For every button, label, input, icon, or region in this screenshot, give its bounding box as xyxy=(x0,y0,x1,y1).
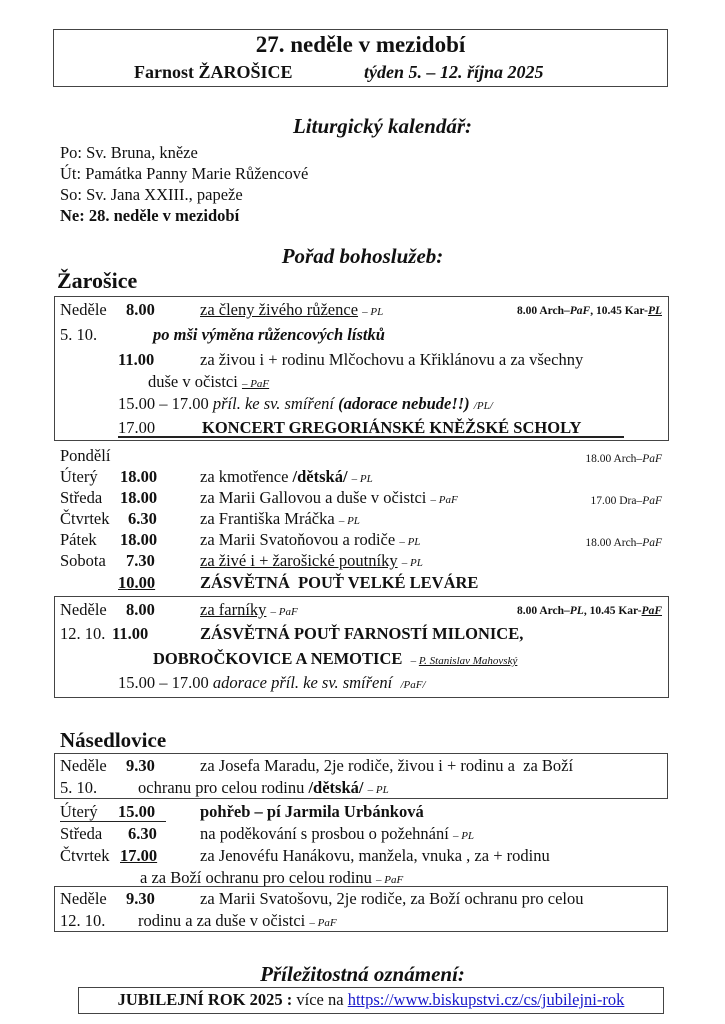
side-text: 8.00 Arch– xyxy=(516,605,570,617)
weekday-intention xyxy=(200,551,423,573)
priest: /PaF/ xyxy=(400,679,426,691)
funeral-text: pohřeb – pí Jarmila Urbánková xyxy=(200,802,424,821)
intention-text: a za Boží ochranu pro celou rodinu xyxy=(140,868,372,887)
jubilee-label: JUBILEJNÍ ROK 2025 : xyxy=(117,990,293,1009)
side-priest: PaF xyxy=(642,537,662,549)
sunday-note: po mši výměna růžencových lístků xyxy=(153,325,385,344)
weekday-row xyxy=(60,488,102,508)
confession-time: 15.00 – 17.00 xyxy=(118,394,209,413)
intention-text: za Marii Gallovou a duše v očistci xyxy=(200,488,427,507)
sunday-intention: za Josefa Maradu, 2je rodiče, živou i + rodinu a za Boží xyxy=(200,756,574,775)
calendar-item: Ne: 28. neděle v mezidobí xyxy=(60,206,240,225)
pilgrimage-line1: ZÁSVĚTNÁ POUŤ FARNOSTÍ MILONICE, xyxy=(200,624,524,643)
sunday-date: 12. 10. xyxy=(60,911,106,930)
pilgrimage-text: ZÁSVĚTNÁ POUŤ VELKÉ LEVÁRE xyxy=(200,573,479,592)
adoration-time: 15.00 – 17.00 xyxy=(118,673,209,692)
side-priest: PL xyxy=(569,605,584,617)
day: Úterý xyxy=(60,802,98,821)
calendar-item: So: Sv. Jana XXIII., papeže xyxy=(60,185,243,204)
sunday-time: 8.00 xyxy=(126,300,155,319)
mass-time: 11.00 xyxy=(118,350,155,369)
weekday-intention xyxy=(200,467,373,489)
day: Čtvrtek xyxy=(60,509,110,528)
weekday-time: 17.00 xyxy=(120,846,158,865)
sunday-intention-cont xyxy=(138,911,337,933)
priest: – PL xyxy=(362,306,384,318)
weekday-time: 18.00 xyxy=(120,488,158,507)
priest: – PL xyxy=(452,830,475,842)
weekday-row xyxy=(60,551,106,571)
side-priest: PL xyxy=(647,305,662,317)
weekday-time: 6.30 xyxy=(128,509,157,528)
side-priest: PaF xyxy=(569,305,591,317)
adoration-text: adorace příl. ke sv. smíření xyxy=(212,673,393,692)
day: Sobota xyxy=(60,551,106,570)
side-text: 18.00 Arch– xyxy=(585,537,643,549)
day: Úterý xyxy=(60,467,98,486)
intention-text: za farníky xyxy=(200,600,267,619)
day: Středa xyxy=(60,824,103,843)
intention-text: za členy živého růžence xyxy=(200,300,359,319)
weekday-intention: za Jenovéfu Hanákovu, manžela, vnuka , za + rodinu xyxy=(200,846,550,865)
day: Středa xyxy=(60,488,103,507)
confession-note: (adorace nebude!!) xyxy=(338,394,470,413)
parish-name: Farnost ŽAROŠICE xyxy=(134,62,293,82)
weekday-row xyxy=(60,530,97,550)
section-title-nasedlovice: Násedlovice xyxy=(60,728,167,752)
sunday-day: Neděle xyxy=(60,756,107,775)
weekday-intention xyxy=(200,530,420,552)
pilgrimage-text: DOBROČKOVICE A NEMOTICE xyxy=(153,649,403,668)
priest: – PL xyxy=(401,557,423,569)
priest-prefix: – xyxy=(410,655,419,667)
side-text: 18.00 Arch– xyxy=(585,453,643,465)
mass-time: 11.00 xyxy=(112,624,149,643)
weekday-row xyxy=(60,802,166,822)
concert-row xyxy=(118,418,624,438)
mass-intention-cont xyxy=(148,372,269,394)
sunday-time: 8.00 xyxy=(126,600,155,619)
weekday-row xyxy=(60,824,102,844)
intention-text: za živé i + žarošické poutníky xyxy=(200,551,398,570)
side-schedule xyxy=(585,449,662,469)
sunday-date: 5. 10. xyxy=(60,778,98,797)
announcements-heading: Příležitostná oznámení: xyxy=(260,962,465,986)
weekday-intention xyxy=(200,488,458,510)
intention-text: na poděkování s prosbou o požehnání xyxy=(200,824,449,843)
day: Pondělí xyxy=(60,446,111,465)
weekday-row xyxy=(60,846,110,866)
side-schedule xyxy=(517,301,662,321)
adoration-row xyxy=(118,673,426,695)
intention-text: rodinu a za duše v očistci xyxy=(138,911,306,930)
priest: – PaF xyxy=(270,606,298,618)
jubilee-row xyxy=(79,990,663,1010)
priest: – PaF xyxy=(241,378,270,390)
sunday-date: 12. 10. xyxy=(60,624,106,643)
priest: – PL xyxy=(367,784,389,796)
pilgrimage-time: 10.00 xyxy=(118,573,156,592)
sunday-intention xyxy=(200,300,383,322)
weekday-time: 18.00 xyxy=(120,467,158,486)
day: Čtvrtek xyxy=(60,846,110,865)
weekday-time: 7.30 xyxy=(126,551,155,570)
services-heading: Pořad bohoslužeb: xyxy=(281,244,444,268)
weekday-time: 6.30 xyxy=(128,824,157,843)
weekday-row xyxy=(60,467,98,487)
sunday-day: Neděle xyxy=(60,889,107,908)
weekday-intention xyxy=(200,824,474,846)
priest: – PL xyxy=(399,536,421,548)
confession-row xyxy=(118,394,493,416)
calendar-heading: Liturgický kalendář: xyxy=(292,114,473,138)
weekday-row xyxy=(60,446,110,466)
intention-text: za Marii Svatoňovou a rodiče xyxy=(200,530,396,549)
side-schedule xyxy=(590,491,662,511)
side-priest: PaF xyxy=(641,605,662,617)
header-box xyxy=(53,29,668,87)
week-range: týden 5. – 12. října 2025 xyxy=(364,62,544,82)
intention-text: za kmotřence xyxy=(200,467,293,486)
sunday-time: 9.30 xyxy=(126,756,155,775)
priest: – PL xyxy=(338,515,360,527)
priest: – PL xyxy=(351,473,373,485)
intention-text: za Františka Mráčka xyxy=(200,509,335,528)
intention-bold: /dětská/ xyxy=(308,778,364,797)
priest: – PaF xyxy=(430,494,458,506)
priest: /PL/ xyxy=(473,400,493,412)
pilgrimage-line2 xyxy=(153,649,517,671)
time: 15.00 xyxy=(118,802,156,821)
side-text: , 10.45 Kar- xyxy=(590,305,648,317)
jubilee-link[interactable]: https://www.biskupstvi.cz/cs/jubilejni-rok xyxy=(347,990,625,1009)
sunday-date: 5. 10. xyxy=(60,325,98,344)
sunday-intention xyxy=(200,600,298,622)
confession-text: příl. ke sv. smíření xyxy=(212,394,335,413)
side-priest: PaF xyxy=(642,453,662,465)
side-text: , 10.45 Kar- xyxy=(583,605,642,617)
mass-intention: za živou i + rodinu Mlčochovu a Křiklánovu a za všechny xyxy=(200,350,584,369)
side-text: 8.00 Arch– xyxy=(516,305,570,317)
sunday-time: 9.30 xyxy=(126,889,155,908)
weekday-time: 18.00 xyxy=(120,530,158,549)
side-priest: PaF xyxy=(642,495,662,507)
day: Pátek xyxy=(60,530,97,549)
weekday-intention xyxy=(200,509,360,531)
priest: P. Stanislav Mahovský xyxy=(418,655,518,667)
side-text: 17.00 Dra– xyxy=(590,495,643,507)
sunday-day: Neděle xyxy=(60,600,107,619)
concert-time: 17.00 xyxy=(118,418,156,437)
intention-bold: /dětská/ xyxy=(292,467,348,486)
sunday-day: Neděle xyxy=(60,300,107,319)
section-title-zarosice: Žarošice xyxy=(57,268,138,293)
calendar-item: Po: Sv. Bruna, kněze xyxy=(60,143,198,162)
calendar-item: Út: Památka Panny Marie Růžencové xyxy=(60,164,309,183)
intention-text: duše v očistci xyxy=(148,372,238,391)
concert-text: KONCERT GREGORIÁNSKÉ KNĚŽSKÉ SCHOLY xyxy=(202,418,582,437)
priest: – PaF xyxy=(375,874,404,886)
priest: – PaF xyxy=(309,917,337,929)
side-schedule xyxy=(517,601,662,621)
side-schedule xyxy=(585,533,662,553)
jubilee-box xyxy=(78,987,664,1014)
weekday-row xyxy=(60,509,110,529)
intention-text: ochranu pro celou rodinu xyxy=(138,778,309,797)
sunday-intention-cont xyxy=(138,778,389,800)
sunday-intention: za Marii Svatošovu, 2je rodiče, za Boží ochranu pro celou xyxy=(200,889,584,908)
jubilee-text: více na xyxy=(292,990,348,1009)
page-title: 27. neděle v mezidobí xyxy=(255,32,466,57)
